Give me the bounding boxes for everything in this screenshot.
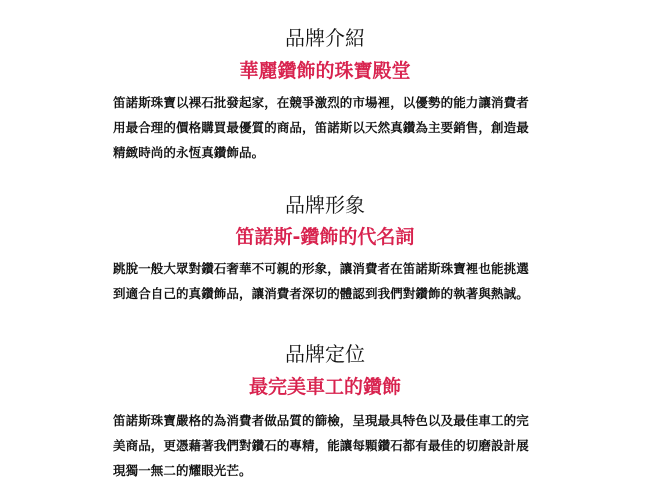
section-subtitle: 華麗鑽飾的珠寶殿堂 [239, 60, 411, 82]
section-subtitle: 最完美車工的鑽飾 [248, 376, 401, 398]
section-title: 品牌介紹 [285, 26, 365, 50]
section-title: 品牌形象 [285, 193, 365, 217]
section-body: 跳脫一般大眾對鑽石奢華不可親的形象，讓消費者在笛諾斯珠寶裡也能挑選到適合自己的真鑽飾品，讓消費者深切的體認到我們對鑽飾的執著與熱誠。 [113, 261, 529, 301]
section-subtitle: 笛諾斯-鑽飾的代名詞 [235, 226, 415, 248]
section-title: 品牌定位 [285, 342, 365, 366]
section-body: 笛諾斯珠寶以裸石批發起家，在競爭激烈的市場裡，以優勢的能力讓消費者用最合理的價格購買最優質的商品，笛諾斯以天然真鑽為主要銷售，創造最精緻時尚的永恆真鑽飾品。 [113, 95, 529, 160]
section-body: 笛諾斯珠寶嚴格的為消費者做品質的篩檢，呈現最具特色以及最佳車工的完美商品，更憑藉著我們對鑽石的專精，能讓每顆鑽石都有最佳的切磨設計展現獨一無二的耀眼光芒。 [113, 413, 529, 478]
